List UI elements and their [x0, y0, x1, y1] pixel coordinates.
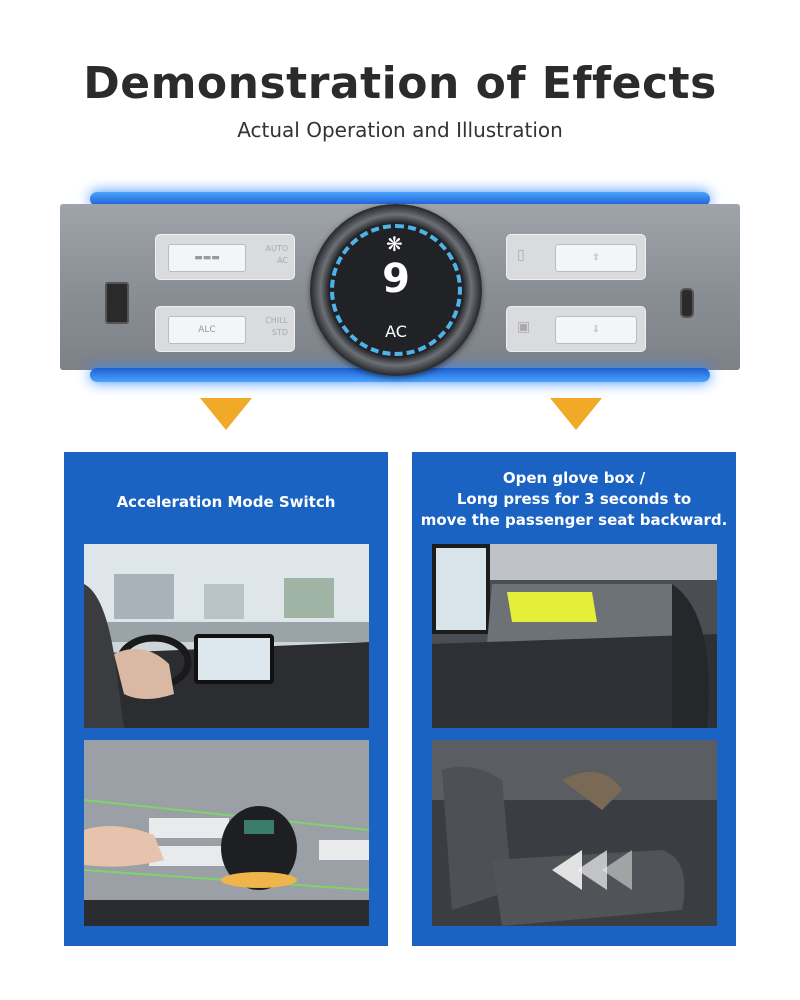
- photo-glovebox: [432, 544, 717, 728]
- knob-mode: AC: [385, 322, 407, 341]
- glovebox-up-button[interactable]: [506, 234, 646, 280]
- auto-ac-button[interactable]: [155, 234, 295, 280]
- chill-std-label: CHILL STD: [265, 316, 288, 337]
- photo-passenger-seat: [432, 740, 717, 926]
- card-acceleration-mode: [64, 452, 388, 946]
- climate-knob[interactable]: [310, 204, 482, 376]
- fan-icon: ❋: [386, 232, 403, 256]
- page-title: Demonstration of Effects: [83, 58, 717, 109]
- card-right-caption: [412, 468, 736, 531]
- seat-down-button[interactable]: [506, 306, 646, 352]
- auto-ac-label: AUTO AC: [265, 244, 288, 265]
- usb-a-port-icon: [105, 282, 129, 324]
- arrow-down-left-icon: [200, 398, 252, 430]
- passenger-seat-illustration: [432, 740, 717, 926]
- driver-cabin-illustration: [84, 544, 369, 728]
- control-panel-illustration: [60, 190, 740, 385]
- arrow-up-icon: ⇧: [555, 244, 637, 272]
- arrow-down-icon: ⇩: [555, 316, 637, 344]
- arrow-down-right-icon: [550, 398, 602, 430]
- photo-knob-closeup: [84, 740, 369, 926]
- glovebox-icon: ▯: [517, 247, 525, 263]
- photo-driver-cabin: [84, 544, 369, 728]
- chill-std-button[interactable]: [155, 306, 295, 352]
- card-right-caption-line2: Long press for 3 seconds to: [456, 490, 692, 508]
- knob-value: 9: [382, 256, 410, 302]
- glovebox-illustration: [432, 544, 717, 728]
- alc-key: ALC: [168, 316, 246, 344]
- card-glovebox-seat: [412, 452, 736, 946]
- card-right-caption-line1: Open glove box /: [502, 469, 646, 487]
- knob-closeup-illustration: [84, 740, 369, 926]
- card-left-caption: Acceleration Mode Switch: [116, 493, 336, 511]
- page-subtitle: Actual Operation and Illustration: [237, 118, 563, 142]
- usb-c-port-icon: [680, 288, 694, 318]
- card-right-caption-line3: move the passenger seat backward.: [420, 511, 728, 529]
- auto-ac-key: ▬▬▬: [168, 244, 246, 272]
- seat-icon: ▣: [517, 319, 531, 335]
